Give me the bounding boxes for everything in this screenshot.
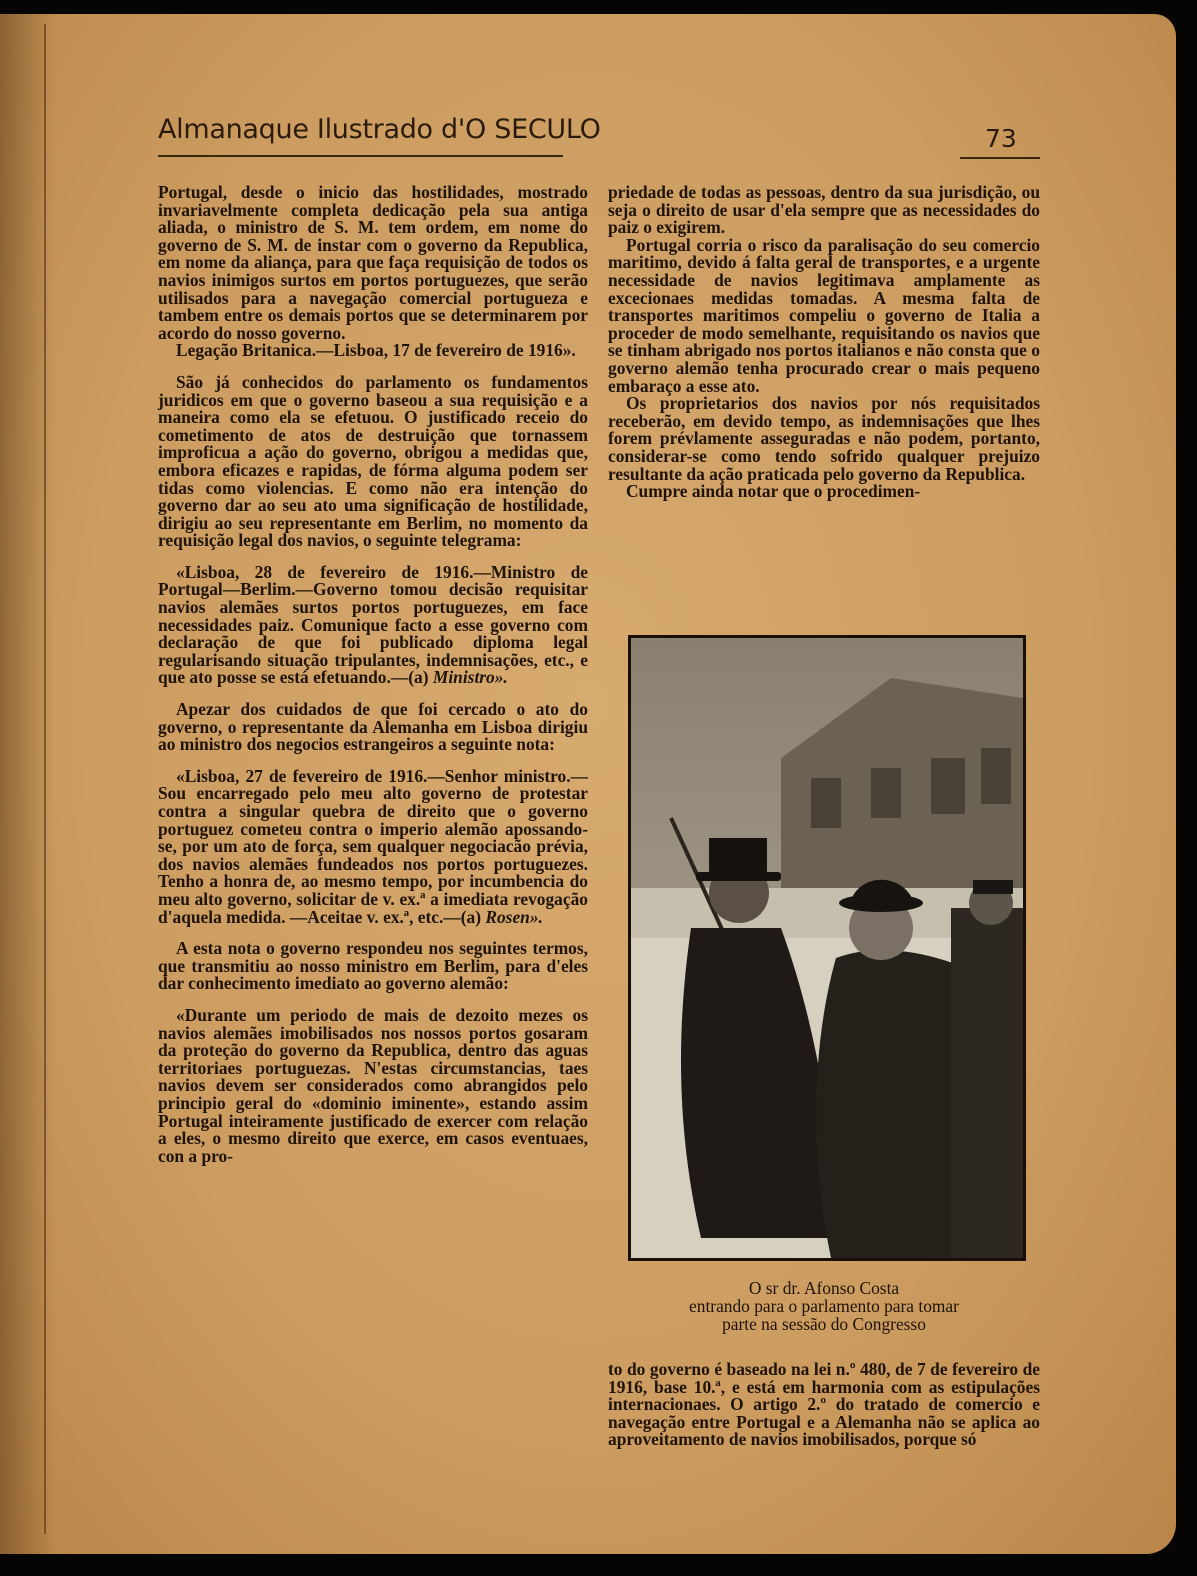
paragraph: Legação Britanica.—Lisboa, 17 de fevereiro de 1916».	[176, 340, 576, 361]
note-quote	[158, 765, 588, 927]
paragraph: priedade de todas as pessoas, dentro da sua jurisdição, ou seja o direito de usar d'ela sempre que as necessidades do paiz o exigirem.	[608, 182, 1040, 238]
caption-line: entrando para o parlamento para tomar	[689, 1296, 959, 1316]
left-column	[158, 184, 588, 1165]
paragraph: Cumpre ainda notar que o procedimen-	[626, 481, 921, 502]
note-signature: Rosen».	[485, 906, 543, 927]
paragraph: to do governo é baseado na lei n.º 480, de 7 de fevereiro de 1916, base 10.ª, e está em harmonia com as estipulações internacionaes. O artigo 2.º do tratado de comercio e navegação entre Portugal e a Alemanha não se aplica ao aproveitamento de navios imobilisados, porque só	[608, 1359, 1040, 1450]
page-number: 73	[985, 124, 1017, 153]
magazine-page	[0, 14, 1176, 1554]
page-header-title: Almanaque Ilustrado d'O SECULO	[158, 114, 601, 145]
caption-line: O sr dr. Afonso Costa	[748, 1278, 900, 1298]
note-text: «Lisboa, 27 de fevereiro de 1916.—Senhor ministro.—Sou encarregado pelo meu alto governo de protestar contra a singular quebra de direito que o governo portuguez cometeu contra o imperio alemão apossando-se, por um ato de força, sem qualquer negociacão prévia, dos navios alemães fundeados nos portos portuguezes. Tenho a honra de, ao mesmo tempo, por incumbencia do meu alto governo, solicitar de v. ex.ª a imediata revogação d'aquela medida. —Aceitae v. ex.ª, etc.—(a)	[158, 765, 588, 927]
paragraph: Portugal, desde o inicio das hostilidades, mostrado invariavelmente completa dedicação pela sua antiga aliada, o ministro de S. M. tem ordem, em nome do governo de S. M. de instar com o governo da Republica, em nome da aliança, para que faça requisição de todos os navios inimigos surtos em portos portuguezes, que serão utilisados para a navegação comercial portugueza e tambem entre os demais portos que se determinarem por acordo do nosso governo.	[158, 182, 588, 343]
paragraph: «Durante um periodo de mais de dezoito mezes os navios alemães imobilisados nos nossos portos gosaram da proteção do governo da Republica, dentro das aguas territoriaes portuguezas. N'estas circumstancias, taes navios devem ser considerados como abrangidos pelo principio geral do «dominio iminente», estando assim Portugal inteiramente justificado de exercer com relação a eles, o mesmo direito que exerce, em casos eventuaes, con a pro-	[158, 1004, 588, 1166]
telegram-quote	[158, 561, 588, 688]
right-column-top	[608, 184, 1040, 501]
right-column-bottom	[608, 1361, 1040, 1449]
telegram-signature: Ministro».	[432, 667, 508, 688]
telegram-text: «Lisboa, 28 de fevereiro de 1916.—Ministro de Portugal—Berlim.—Governo tomou decisão requisitar navios alemães surtos portos portuguezes, em face necessidades paiz. Comunique facto a esse governo com declaração de que foi publicado diploma legal regularisando situação tripulantes, indemnisações, etc., e que ato posse se está efetuando.—(a)	[158, 561, 588, 688]
photograph-afonso-costa	[628, 635, 1026, 1261]
header-rule	[158, 155, 563, 157]
caption-line: parte na sessão do Congresso	[722, 1314, 926, 1334]
page-number-rule	[960, 157, 1040, 159]
paragraph: São já conhecidos do parlamento os fundamentos juridicos em que o governo baseou a sua requisição e a maneira como ela se efetuou. O justificado receio do cometimento de atos de destruição que tornassem improficua a ação do governo, obrigou a medidas que, embora eficazes e rapidas, de fórma alguma podem ser tidas como violencias. E como não era intenção do governo dar ao seu ato uma significação de hostilidade, dirigiu ao seu representante em Berlim, no momento da requisição legal dos navios, o seguinte telegrama:	[158, 371, 588, 551]
photo-illustration	[631, 638, 1023, 1258]
paragraph: A esta nota o governo respondeu nos seguintes termos, que transmitiu ao nosso ministro em Berlim, para d'eles dar conhecimento imediato ao governo alemão:	[158, 938, 588, 994]
binding-fold	[44, 24, 46, 1534]
paragraph: Os proprietarios dos navios por nós requisitados receberão, em devido tempo, as indemnisações que lhes forem prévlamente asseguradas e não podem, portanto, considerar-se como tendo sofrido qualquer prejuizo resultante da ação praticada pelo governo da Republica.	[608, 393, 1040, 484]
paragraph: Portugal corria o risco da paralisação do seu comercio maritimo, devido á falta geral de transportes, e a urgente necessidade de navios legitimava amplamente as excecionaes medidas tomadas. A mesma falta de transportes maritimos compeliu o governo de Italia a proceder de modo semelhante, requisitando os navios que se tinham abrigado nos portos italianos e não consta que o governo alemão tenha procurado crear o mais pequeno embaraço a esse ato.	[608, 234, 1040, 396]
photo-caption	[608, 1279, 1040, 1333]
paragraph: Apezar dos cuidados de que foi cercado o ato do governo, o representante da Alemanha em Lisboa dirigiu ao ministro dos negocios estrangeiros a seguinte nota:	[158, 699, 588, 755]
